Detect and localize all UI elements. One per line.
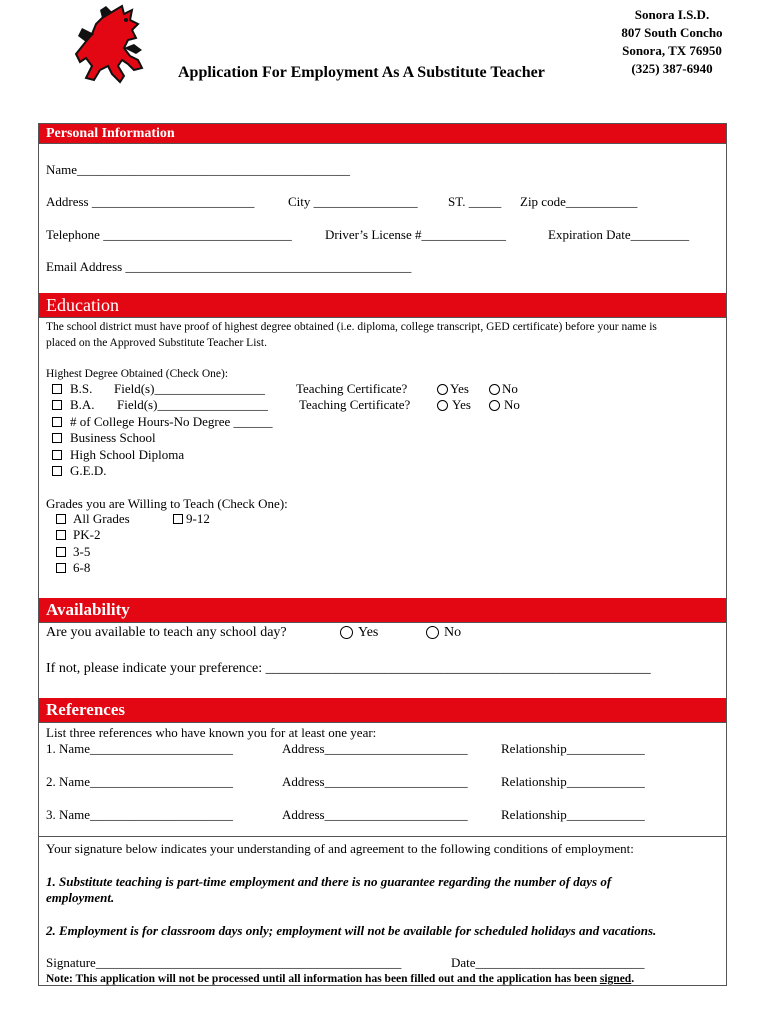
reference-3-relationship[interactable]: Relationship____________ [501,807,645,822]
school-mascot-logo [72,4,152,86]
grades-3-5-checkbox[interactable] [56,547,66,557]
education-notice-line1: The school district must have proof of highest degree obtained (i.e. diploma, college transcript, GED certificate) before your name is [46,321,657,333]
reference-2-name[interactable]: 2. Name______________________ [46,774,234,789]
section-divider [39,143,726,144]
grades-6-8-checkbox[interactable] [56,563,66,573]
available-yes-radio[interactable] [340,626,353,639]
ba-teaching-certificate-label: Teaching Certificate? [299,397,411,412]
reference-2-address[interactable]: Address______________________ [282,774,468,789]
telephone-field[interactable]: Telephone _____________________________ [46,227,292,242]
high-school-diploma-label: High School Diploma [70,447,185,462]
availability-question: Are you available to teach any school day? [46,625,287,640]
ba-label: B.A. [70,397,95,412]
reference-3-name[interactable]: 3. Name______________________ [46,807,234,822]
email-address-field[interactable]: Email Address ____________________________________________ [46,259,412,274]
section-divider [39,722,726,723]
processing-note-signed: signed [599,973,632,985]
availability-header: Availability [39,598,726,622]
bs-label: B.S. [70,381,93,396]
reference-2-relationship[interactable]: Relationship____________ [501,774,645,789]
condition-2: 2. Employment is for classroom days only; employment will not be available for scheduled holidays and vacations. [46,923,657,938]
preference-field[interactable]: If not, please indicate your preference: _______________________________________________________ [46,661,651,676]
references-header: References [39,698,726,722]
degree-prompt: Highest Degree Obtained (Check One): [46,368,229,380]
business-school-label: Business School [70,430,156,445]
district-name: Sonora I.S.D. [634,7,710,22]
processing-note-end: . [631,973,635,985]
district-city-state: Sonora, TX 76950 [622,43,722,58]
available-no-radio[interactable] [426,626,439,639]
section-divider [39,836,726,837]
signature-field[interactable]: Signature_______________________________________________ [46,955,402,970]
reference-3-address[interactable]: Address______________________ [282,807,468,822]
district-address [598,6,746,78]
name-field[interactable]: Name__________________________________________ [46,162,351,177]
zip-code-field[interactable]: Zip code___________ [520,194,638,209]
ged-label: G.E.D. [70,463,107,478]
ba-cert-no-radio[interactable] [489,400,500,411]
processing-note [46,971,634,987]
bs-cert-no-label: No [502,381,518,396]
grades-9-12-label: 9-12 [186,511,210,526]
conditions-intro: Your signature below indicates your understanding of and agreement to the following conditions of employment: [46,841,634,856]
bs-checkbox[interactable] [52,384,62,394]
college-hours-label: # of College Hours-No Degree ______ [70,414,273,429]
grades-6-8-label: 6-8 [73,560,91,575]
ba-checkbox[interactable] [52,400,62,410]
grades-pk-2-checkbox[interactable] [56,530,66,540]
all-grades-checkbox[interactable] [56,514,66,524]
bs-cert-yes-label: Yes [450,381,469,396]
education-notice-line2: placed on the Approved Substitute Teacher List. [46,337,267,349]
address-field[interactable]: Address _________________________ [46,194,255,209]
district-street: 807 South Concho [621,25,723,40]
condition-1-line2: employment. [46,890,115,905]
reference-1-address[interactable]: Address______________________ [282,741,468,756]
ged-checkbox[interactable] [52,466,62,476]
high-school-diploma-checkbox[interactable] [52,450,62,460]
college-hours-checkbox[interactable] [52,417,62,427]
date-field[interactable]: Date__________________________ [451,955,645,970]
personal-information-header: Personal Information [39,124,726,143]
bs-cert-yes-radio[interactable] [437,384,448,395]
section-divider [39,317,726,318]
reference-1-name[interactable]: 1. Name______________________ [46,741,234,756]
mustang-logo-icon [72,4,152,86]
reference-1-relationship[interactable]: Relationship____________ [501,741,645,756]
section-divider [39,622,726,623]
form-title: Application For Employment As A Substitute Teacher [178,64,545,81]
grades-pk-2-label: PK-2 [73,527,101,542]
expiration-date-field[interactable]: Expiration Date_________ [548,227,690,242]
available-yes-label: Yes [358,625,379,640]
district-phone: (325) 387-6940 [631,61,713,76]
ba-cert-yes-label: Yes [452,397,471,412]
business-school-checkbox[interactable] [52,433,62,443]
bs-field[interactable]: Field(s)_________________ [114,381,265,396]
grades-9-12-checkbox[interactable] [173,514,183,524]
ba-field[interactable]: Field(s)_________________ [117,397,268,412]
ba-cert-yes-radio[interactable] [437,400,448,411]
grades-3-5-label: 3-5 [73,544,91,559]
processing-note-text: Note: This application will not be processed until all information has been filled out and the application has been [46,973,598,985]
drivers-license-field[interactable]: Driver’s License #_____________ [325,227,507,242]
available-no-label: No [444,625,462,640]
bs-cert-no-radio[interactable] [489,384,500,395]
bs-teaching-certificate-label: Teaching Certificate? [296,381,408,396]
state-field[interactable]: ST. _____ [448,194,502,209]
ba-cert-no-label: No [504,397,520,412]
grades-prompt: Grades you are Willing to Teach (Check One): [46,496,288,511]
condition-1-line1: 1. Substitute teaching is part-time employment and there is no guarantee regarding the number of days of [46,874,612,889]
education-header: Education [39,293,726,317]
references-prompt: List three references who have known you for at least one year: [46,725,377,740]
all-grades-label: All Grades [73,511,130,526]
city-field[interactable]: City ________________ [288,194,418,209]
